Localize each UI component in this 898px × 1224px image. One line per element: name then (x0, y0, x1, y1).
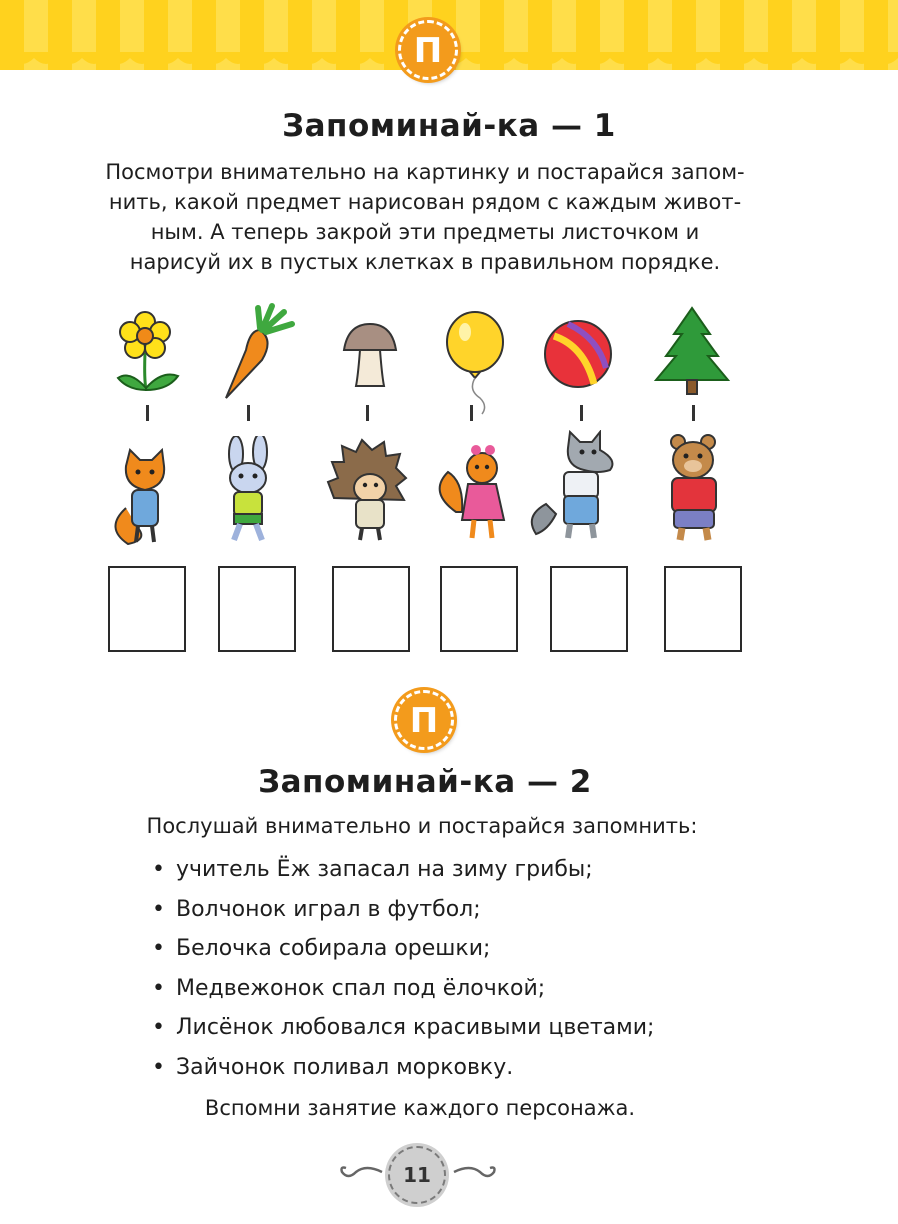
instruction-line: Посмотри внимательно на картинку и постарайся запом- (105, 160, 745, 184)
bullet-icon: • (152, 1015, 165, 1040)
instruction-line: ным. А теперь закрой эти предметы листочком и (150, 220, 700, 244)
bear-icon (656, 432, 734, 544)
section1-instructions (70, 157, 780, 277)
ball-icon (542, 318, 614, 390)
connector-line (146, 405, 149, 421)
connector-line (470, 405, 473, 421)
drawing-box[interactable] (108, 566, 186, 652)
activity-list (152, 850, 654, 1087)
left-flourish-icon (336, 1162, 386, 1182)
rabbit-icon (210, 436, 288, 546)
section1-title: Запоминай-ка — 1 (282, 108, 616, 144)
balloon-icon (440, 310, 510, 420)
list-item (152, 1048, 654, 1088)
section2-intro: Послушай внимательно и постарайся запомнить: (146, 814, 698, 838)
list-item (152, 850, 654, 890)
drawing-box[interactable] (664, 566, 742, 652)
bullet-icon: • (152, 857, 165, 882)
drawing-box[interactable] (550, 566, 628, 652)
connector-line (247, 405, 250, 421)
flower-icon (100, 308, 190, 398)
bullet-icon: • (152, 896, 165, 922)
list-item (152, 890, 654, 930)
instruction-line: нить, какой предмет нарисован рядом с каждым живот- (108, 190, 742, 214)
page-number: 11 (388, 1146, 446, 1204)
section2-badge: П (394, 690, 454, 750)
list-item-text: Зайчонок поливал морковку. (176, 1054, 514, 1080)
list-item-text: Медвежонок спал под ёлочкой; (176, 975, 546, 1001)
instruction-line: нарисуй их в пустых клетках в правильном порядке. (129, 250, 721, 274)
list-item-text: учитель Ёж запасал на зиму грибы; (176, 857, 593, 882)
mushroom-icon (340, 320, 400, 390)
section1-badge: П (398, 20, 458, 80)
closing-instruction: Вспомни занятие каждого персонажа. (204, 1096, 636, 1120)
section2-title: Запоминай-ка — 2 (258, 764, 592, 800)
fir-tree-icon (652, 304, 732, 396)
connector-line (580, 405, 583, 421)
bullet-icon: • (152, 975, 165, 1001)
bullet-icon: • (152, 936, 165, 961)
squirrel-icon (434, 442, 516, 546)
fox-icon (108, 448, 180, 548)
carrot-icon (212, 300, 302, 400)
connector-line (692, 405, 695, 421)
right-flourish-icon (450, 1162, 500, 1182)
list-item (152, 969, 654, 1009)
wolf-icon (526, 430, 622, 544)
list-item (152, 929, 654, 969)
drawing-box[interactable] (218, 566, 296, 652)
list-item-text: Волчонок играл в футбол; (176, 896, 481, 922)
drawing-box[interactable] (440, 566, 518, 652)
hedgehog-icon (326, 438, 408, 544)
connector-line (366, 405, 369, 421)
drawing-box[interactable] (332, 566, 410, 652)
list-item-text: Белочка собирала орешки; (176, 936, 491, 961)
bullet-icon: • (152, 1054, 165, 1080)
list-item-text: Лисёнок любовался красивыми цветами; (176, 1015, 655, 1040)
list-item (152, 1008, 654, 1048)
